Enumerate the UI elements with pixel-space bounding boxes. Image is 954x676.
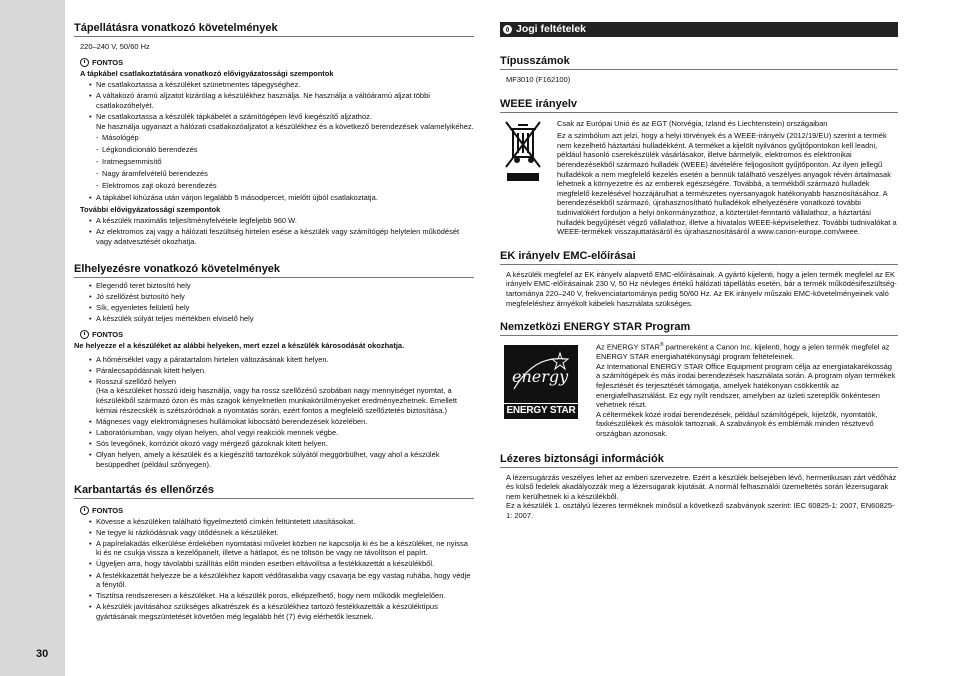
section-title-type: Típusszámok (500, 55, 898, 70)
section-title-weee: WEEE irányelv (500, 98, 898, 113)
list-item: • A papírelakadás elkerülése érdekében nyomtatási művelet közben ne kapcsolja ki és be a készüléket, ne nyissa ki és ne csukja vissza a kezelőpanelt, illetve a hátlapot, és ne töltsön be vagy ne távolítson el papírt. (74, 539, 474, 558)
important-icon (80, 330, 89, 339)
list-item: • Sík, egyenletes felületű hely (74, 303, 474, 313)
power-list (74, 80, 474, 203)
device-item: - Nagy áramfelvételű berendezés (74, 169, 474, 179)
info-icon (503, 25, 512, 34)
list-item: • A váltakozó áramú aljzatot kizárólag a készülékhez használja. Ne használja a váltóáramú aljzat többi csatlakozóhelyét. (74, 91, 474, 110)
caution-heading: A tápkábel csatlakoztatására vonatkozó elővigyázatossági szempontok (80, 68, 334, 78)
device-item: - Iratmegsemmisítő (74, 157, 474, 167)
section-title-laser: Lézeres biztonsági információk (500, 453, 898, 468)
legal-tab-header (500, 22, 898, 37)
list-item: • A készülék maximális teljesítményfelvétele legfeljebb 960 W. (74, 216, 474, 226)
list-item: • Olyan helyen, amely a készülék és a kiegészítő tartozékok súlyától meggörbülhet, vagy ahol a készülék besüppedhet (például szőnyegen). (74, 450, 474, 469)
device-item: - Elektromos zajt okozó berendezés (74, 181, 474, 191)
section-title-energy-star: Nemzetközi ENERGY STAR Program (500, 321, 898, 336)
further-list (74, 216, 474, 246)
energy-script: energy (512, 367, 569, 387)
laser-text-1: A lézersugárzás veszélyes lehet az emberi szervezetre. Ezért a készülék belsejében lévő, hermetikusan zárt védőház és külső fedelek akadályozzák meg a lézersugarak kijutását. A normál felhasználói üzemeltetés során lézersugarak nem kerülhetnek ki a készülékből. (506, 472, 897, 501)
list-item: • Mágneses vagy elektromágneses hullámokat kibocsátó berendezések közelében. (74, 417, 474, 427)
fontos-note: FONTOS (80, 330, 474, 339)
list-item: • Rosszul szellőző helyen (Ha a készüléket hosszú ideig használja, vagy ha rossz szellőzésű szobában nagy mennyiséget nyomtat, a készülékből származó ózon és más szagok kényelmetlen munkakörülményeket eredményezhetnek. Emellett kémiai részecskék is szétszóródnak a nyomtatás során, ezért fontos a megfelelő szellőztetés biztosítása.) (74, 377, 474, 415)
important-icon (80, 58, 89, 67)
energy-star-logo (504, 341, 596, 438)
page-number: 30 (36, 648, 49, 660)
list-item: • Elegendő teret biztosító hely (74, 281, 474, 291)
list-item: • Ügyeljen arra, hogy távolabbi szállítás előtt minden esetben eltávolítsa a festékkazettát a készülékből. (74, 559, 474, 569)
placement-warning: Ne helyezze el a készüléket az alábbi helyeken, mert ezzel a készülék károsodását okozhatja. (74, 340, 405, 350)
fontos-note: FONTOS (80, 58, 474, 67)
type-number: MF3010 (F162100) (506, 75, 571, 84)
placement-list-2 (74, 355, 474, 470)
energy-text-2: Az International ENERGY STAR Office Equipment program célja az energiatakarékosság a számítógépek és más irodai berendezések használata során. A program olyan termékek fejlesztését és terjesztését támogatja, amelyek hatékonyan csökkentik az energiafelhasználást. Ez egy nyílt rendszer, amelyben az üzleti szereplők önkéntesen vehetnek részt. (596, 361, 896, 410)
list-item: • A készülék súlyát teljes mértékben elviselő hely (74, 314, 474, 324)
laser-text-2: Ez a készülék 1. osztályú lézeres terméknek minősül a következő szabványok szerint: IEC 60825-1: 2007, EN60825-1: 2007. (506, 501, 895, 520)
list-item: • Az elektromos zaj vagy a hálózati feszültség hirtelen esése a készülék vagy számítógép helytelen működését vagy adatvesztését okozhatja. (74, 227, 474, 246)
section-title-placement: Elhelyezésre vonatkozó követelmények (74, 263, 474, 278)
important-icon (80, 506, 89, 515)
list-item: • Jó szellőzést biztosító hely (74, 292, 474, 302)
list-item: • Sós levegőnek, korróziót okozó vagy mérgező gázoknak kitett helyen. (74, 439, 474, 449)
tab-title: Jogi feltételek (516, 23, 587, 35)
weee-bin-icon (503, 119, 557, 237)
section-title-maintenance: Karbantartás és ellenőrzés (74, 484, 474, 499)
further-heading: További elővigyázatossági szempontok (80, 204, 221, 214)
weee-text-1: Csak az Európai Unió és az EGT (Norvégia, Izland és Liechtenstein) országaiban (557, 118, 828, 128)
page-margin-band (0, 0, 65, 676)
section-title-power: Tápellátásra vonatkozó követelmények (74, 22, 474, 37)
list-item: • Kövesse a készüléken található figyelmeztető címkén feltüntetett utasításokat. (74, 517, 474, 527)
power-voltage: 220–240 V, 50/60 Hz (80, 42, 150, 51)
device-item: - Légkondicionáló berendezés (74, 145, 474, 155)
weee-text-2: Ez a szimbólum azt jelzi, hogy a helyi törvények és a WEEE-irányelv (2012/19/EU) szerint a termék nem kezelhető háztartási hulladékként. A terméket a kijelölt nyilvános gyűjtőpontokon kell leadni, például hasonló cserekészülék vásárlásakor, illetve bármelyik, elektromos és elektronikai berendezésekből származó hulladék (WEEE) átvételére feljogosított gyűjtőponton. Az ilyen jellegű hulladékok a nem megfelelő kezelés esetén a bennük található veszélyes anyagok révén ártalmasak lehetnek a környezetre és az emberek egészségére. Továbbá, a termékből származó hulladék megfelelő kezelésével hozzájárulhat a természetes nyersanyagok hatékonyabb hasznosításához. A berendezésekből származó, újrahasznosítható hulladékok elhelyezésére vonatkozó további tudnivalókért forduljon a helyi önkormányzathoz, a közterület-fenntartó vállalathoz, a háztartási hulladék begyűjtését végző vállalathoz, illetve a hivatalos WEEE-képviselethez. További tudnivalókat a WEEE-termékek visszajuttatásáról és újrahasznosításáról a www.canon-europe.com/weee. (557, 131, 897, 237)
right-column (500, 22, 898, 521)
list-item: • Ne tegye ki rázkódásnak vagy ütődésnek a készüléket. (74, 528, 474, 538)
device-item: - Másológép (74, 133, 474, 143)
placement-list (74, 281, 474, 324)
fontos-note: FONTOS (80, 506, 474, 515)
left-column (74, 22, 474, 623)
list-item: • Tisztítsa rendszeresen a készüléket. Ha a készülék poros, elképzelhető, hogy nem működik megfelelően. (74, 591, 474, 601)
list-item: • Ne csatlakoztassa a készülék tápkábelét a számítógépen lévő kiegészítő aljzathoz. Ne használja ugyanazt a hálózati csatlakozóaljzatot a készülékhez és a következő berendezések valamelyikéhez. (74, 112, 474, 131)
list-item: • Laboratóriumban, vagy olyan helyen, ahol vegyi reakciók mennek végbe. (74, 428, 474, 438)
list-item: • A tápkábel kihúzása után várjon legalább 5 másodpercet, mielőtt újból csatlakoztatja. (74, 193, 474, 203)
list-item: • A hőmérséklet vagy a páratartalom hirtelen változásának kitett helyen. (74, 355, 474, 365)
list-item: • A festékkazettát helyezze be a készülékhez kapott védőtasakba vagy csavarja be egy vastag ruhába, hogy védje a fénytől. (74, 571, 474, 590)
maintenance-list (74, 517, 474, 622)
list-item: • A készülék javításához szükséges alkatrészek és a készülékhez tartozó festékkazetták a készüléktípus gyártásának megszüntetését követően még legalább hét (7) évig elérhetők lesznek. (74, 602, 474, 621)
energy-text-3: A céltermékek közé irodai berendezések, például számítógépek, kijelzők, nyomtatók, faxkészülékek és másolók tartoznak. A szabványok és emblémák minden résztvevő országban azonosak. (596, 409, 878, 438)
list-item: • Ne csatlakoztassa a készüléket szünetmentes tápegységhez. (74, 80, 474, 90)
list-item: • Páralecsapódásnak kitett helyen. (74, 366, 474, 376)
energy-logo-text: ENERGY STAR (506, 405, 576, 417)
emc-text: A készülék megfelel az EK irányelv alapvető EMC-előírásainak. A gyártó kijelenti, hogy a jelen termék megfelel az EK irányelv EMC-előírásainak 230 V, 50 Hz névleges értékű hálózati tápellátás esetén, bár a termék működésifeszültség-tartománya 220–240 V, frekvenciatartománya pedig 50/60 Hz. Az EK irányelv műszaki EMC-követelményeinek való megfeleléshez árnyékolt kábelek használata szükséges. (506, 269, 897, 308)
section-title-emc: EK irányelv EMC-előírásai (500, 250, 898, 265)
energy-text-1: Az ENERGY STAR® partnereként a Canon Inc. kijelenti, hogy a jelen termék megfelel az ENERGY STAR energiahatékonysági program feltételeinek. (596, 342, 890, 362)
